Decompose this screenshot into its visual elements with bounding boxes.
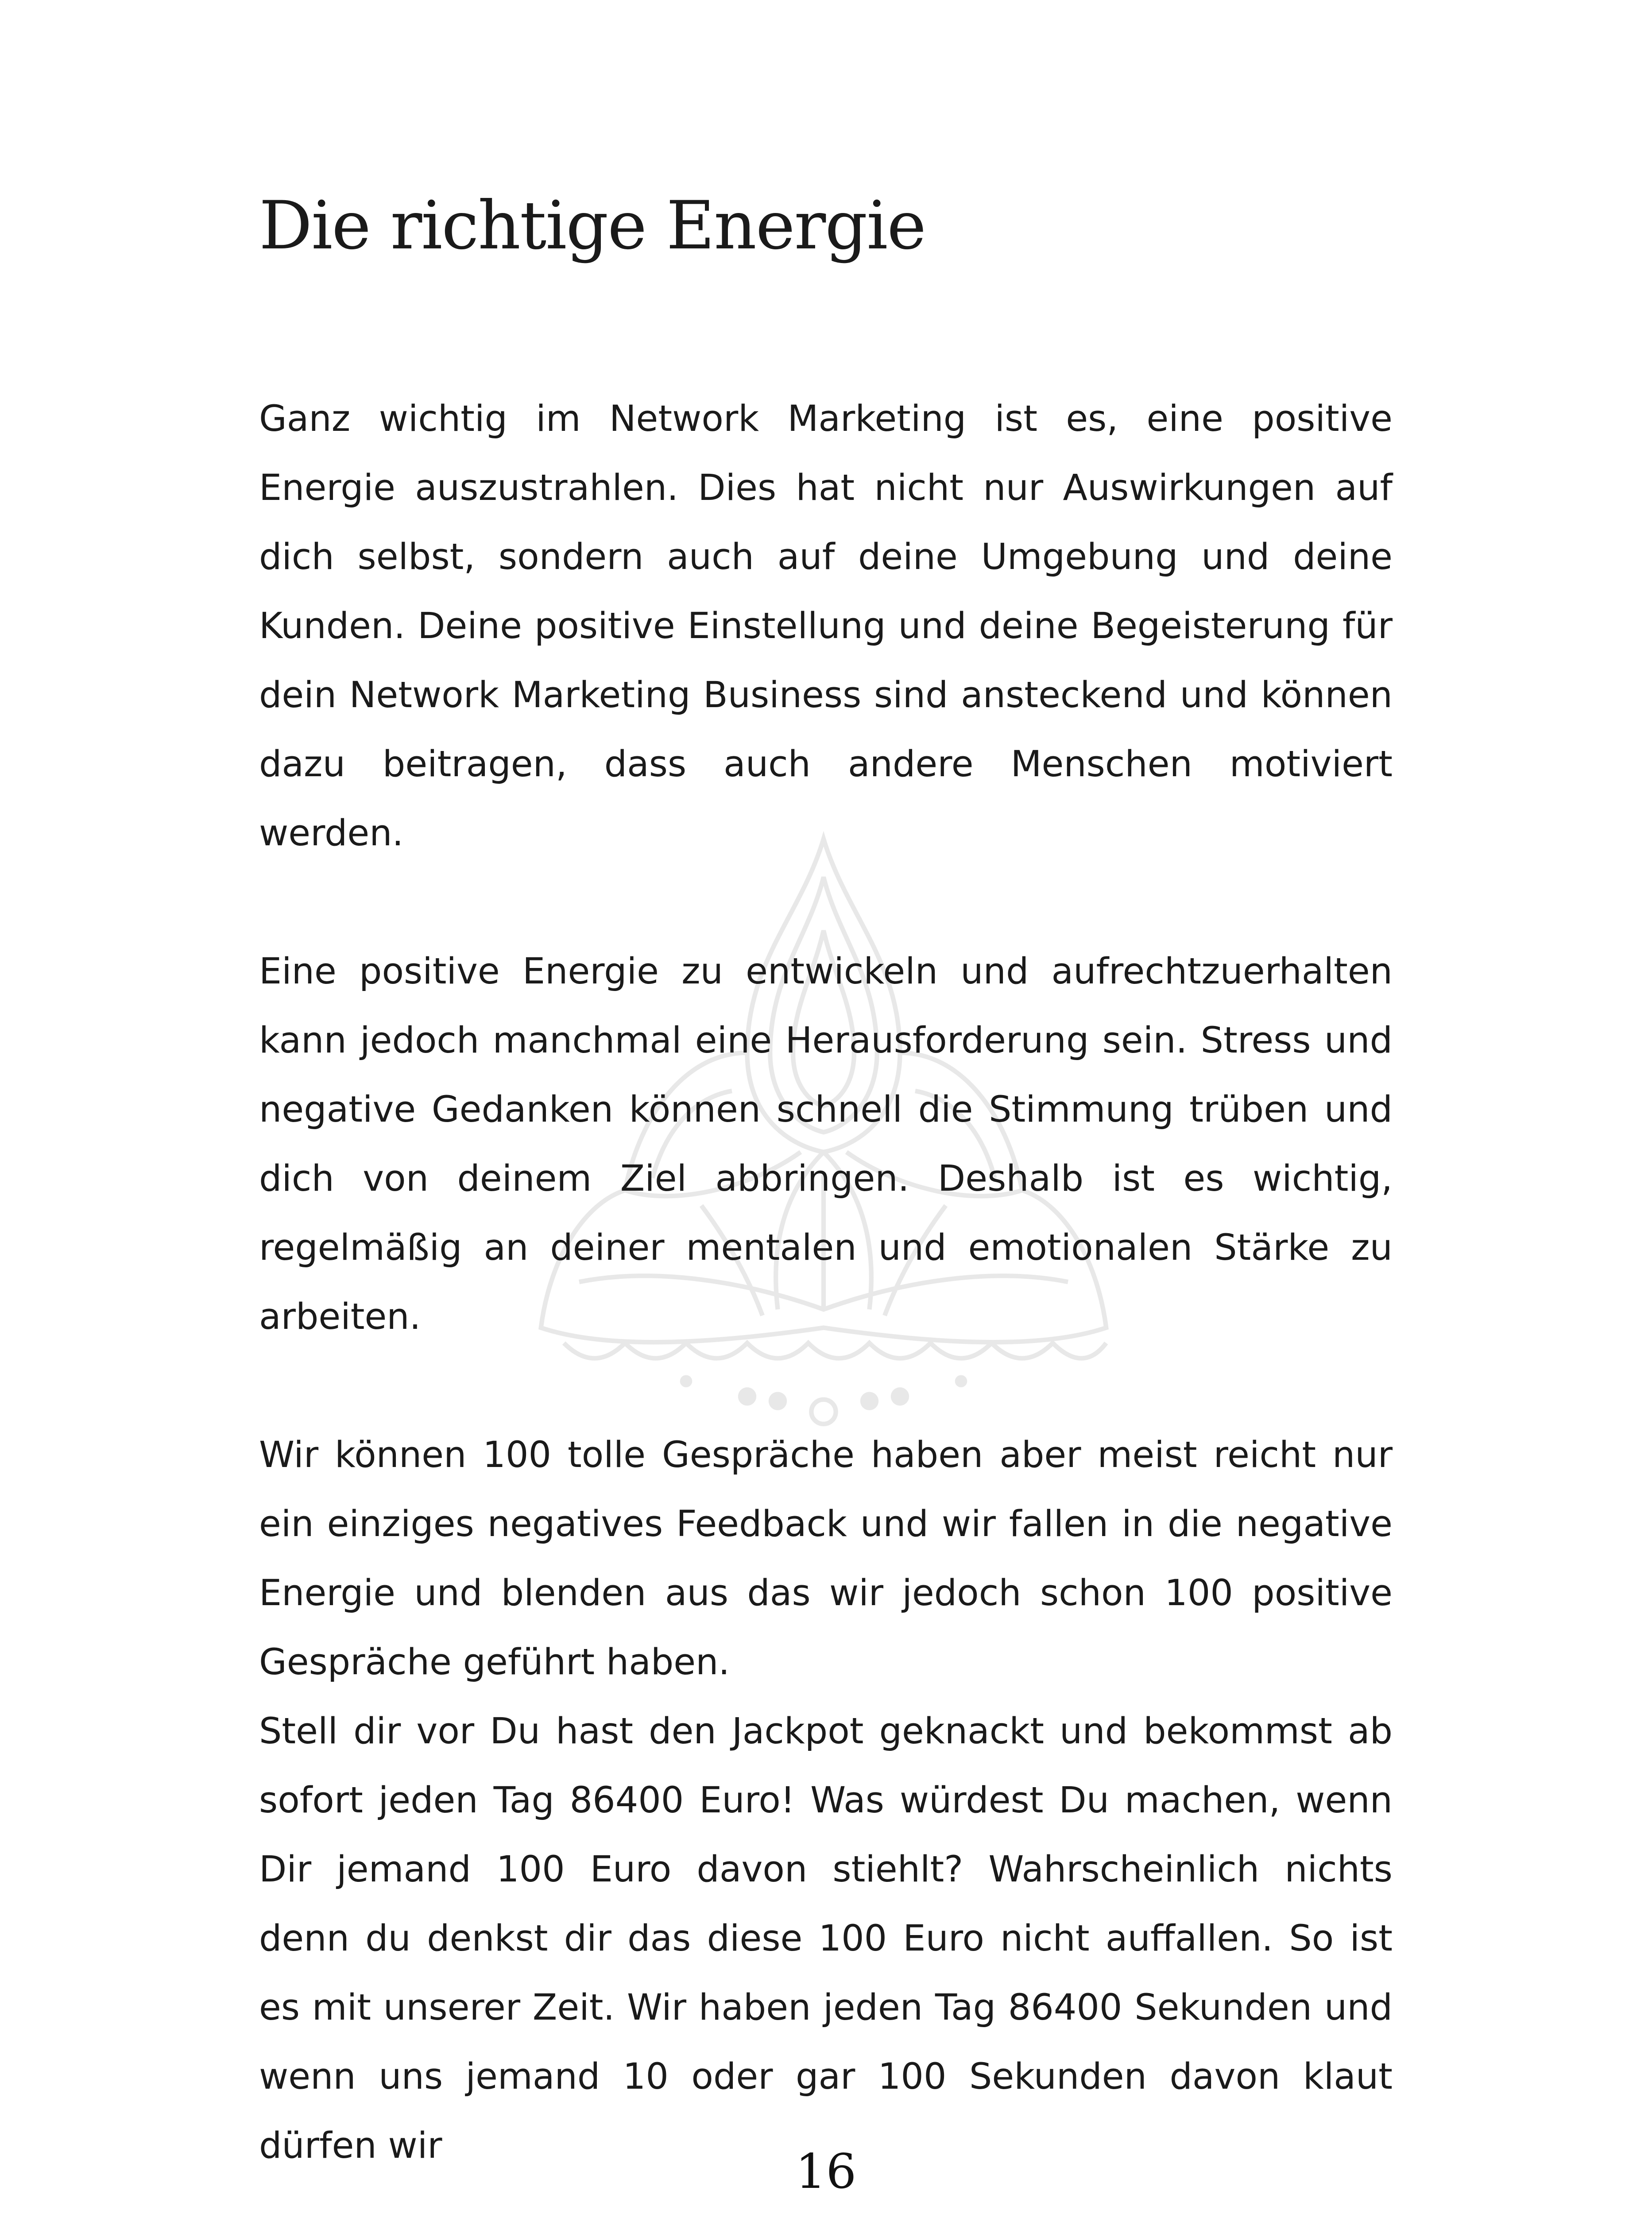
paragraph: Ganz wichtig im Network Marketing ist es, eine positive Energie auszustrahlen. Dies hat nicht nur Auswirkungen auf dich selbst, sondern auch auf deine Umgebung und deine Kunden. Deine positive Einstellung und deine Begeisterung für dein Network Marketing Business sind ansteckend und können dazu beitragen, dass auch andere Menschen motiviert werden. [259,398,1393,854]
paragraph: Wir können 100 tolle Gespräche haben aber meist reicht nur ein einziges negatives Feedback und wir fallen in die negative Energie und blenden aus das wir jedoch schon 100 positive Gespräche geführt haben. [259,1434,1393,1683]
paragraph-spacer [259,868,1393,937]
page-title: Die richtige Energie [259,187,926,264]
page-number: 16 [795,2144,857,2199]
body-text [259,384,1393,2180]
paragraph: Stell dir vor Du hast den Jackpot geknackt und bekommst ab sofort jeden Tag 86400 Euro! Was würdest Du machen, wenn Dir jemand 100 Euro davon stiehlt? Wahrscheinlich nichts denn du denkst dir das diese 100 Euro nicht auffallen. So ist es mit unserer Zeit. Wir haben jeden Tag 86400 Sekunden und wenn uns jemand 10 oder gar 100 Sekunden davon klaut dürfen wir [259,1711,1393,2167]
paragraph: Eine positive Energie zu entwickeln und aufrechtzuerhalten kann jedoch manchmal eine Herausforderung sein. Stress und negative Gedanken können schnell die Stimmung trüben und dich von deinem Ziel abbringen. Deshalb ist es wichtig, regelmäßig an deiner mentalen und emotionalen Stärke zu arbeiten. [259,951,1393,1338]
paragraph-spacer [259,1351,1393,1421]
